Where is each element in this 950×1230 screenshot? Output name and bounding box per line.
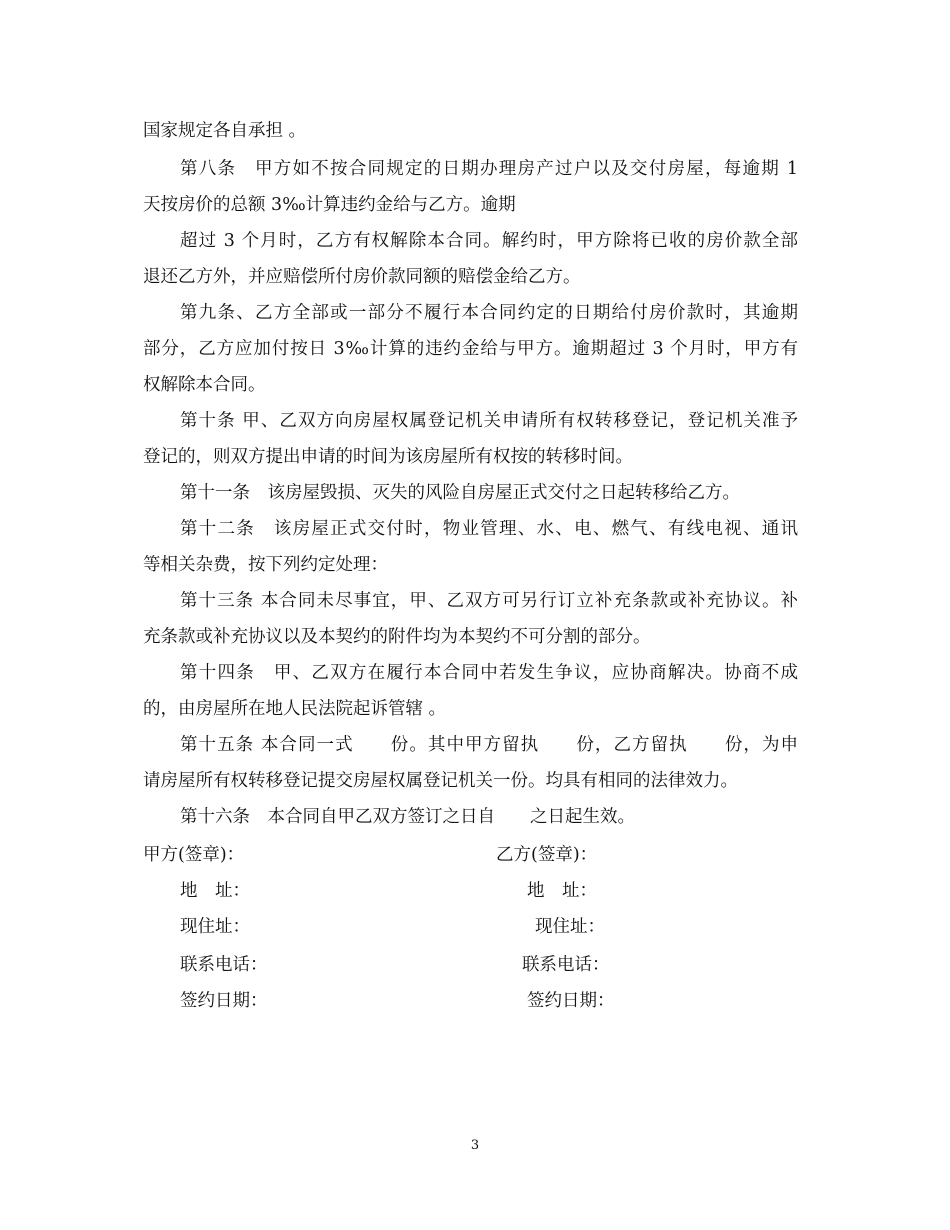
party-b-seal: 乙方(签章)： xyxy=(496,845,598,865)
party-a-phone: 联系电话： xyxy=(180,955,268,975)
paragraph-line: 国家规定各自承担 。 xyxy=(143,121,307,141)
article-15-line-1: 第十五条 本合同一式 份。其中甲方留执 份，乙方留执 份，为申 xyxy=(180,735,798,755)
party-a-current-address: 现住址： xyxy=(180,917,250,937)
party-b-address: 地 址： xyxy=(527,881,597,901)
party-a-address: 地 址： xyxy=(180,881,250,901)
article-12-line-1: 第十二条 该房屋正式交付时，物业管理、水、电、燃气、有线电视、通讯 xyxy=(180,519,798,539)
article-9-line-1: 第九条、乙方全部或一部分不履行本合同约定的日期给付房价款时，其逾期 xyxy=(180,303,798,323)
article-16-line-1: 第十六条 本合同自甲乙双方签订之日自 之日起生效。 xyxy=(180,807,635,827)
article-9-line-3: 权解除本合同。 xyxy=(143,375,266,395)
article-9-line-2: 部分，乙方应加付按日 3‰计算的违约金给与甲方。逾期超过 3 个月时，甲方有 xyxy=(143,339,798,359)
article-13-line-1: 第十三条 本合同未尽事宜，甲、乙双方可另行订立补充条款或补充协议。补 xyxy=(180,591,798,611)
article-8-cont-line-1: 超过 3 个月时，乙方有权解除本合同。解约时，甲方除将已收的房价款全部 xyxy=(180,231,798,251)
party-b-phone: 联系电话： xyxy=(522,955,610,975)
article-10-line-2: 登记的，则双方提出申请的时间为该房屋所有权按的转移时间。 xyxy=(143,447,633,467)
article-8-line-2: 天按房价的总额 3‰计算违约金给与乙方。逾期 xyxy=(143,195,516,215)
party-a-seal: 甲方(签章)： xyxy=(143,845,245,865)
article-13-line-2: 充条款或补充协议以及本契约的附件均为本契约不可分割的部分。 xyxy=(143,627,651,647)
article-12-line-2: 等相关杂费，按下列约定处理： xyxy=(143,555,388,575)
party-b-sign-date: 签约日期： xyxy=(527,991,615,1011)
article-8-line-1: 第八条 甲方如不按合同规定的日期办理房产过户以及交付房屋，每逾期 1 xyxy=(180,159,798,179)
page-number: 3 xyxy=(470,1138,480,1153)
article-14-line-2: 的，由房屋所在地人民法院起诉管辖 。 xyxy=(143,699,447,719)
article-15-line-2: 请房屋所有权转移登记提交房屋权属登记机关一份。均具有相同的法律效力。 xyxy=(143,771,738,791)
party-b-current-address: 现住址： xyxy=(535,917,605,937)
party-a-sign-date: 签约日期： xyxy=(180,991,268,1011)
article-14-line-1: 第十四条 甲、乙双方在履行本合同中若发生争议，应协商解决。协商不成 xyxy=(180,663,798,683)
article-8-cont-line-2: 退还乙方外，并应赔偿所付房价款同额的赔偿金给乙方。 xyxy=(143,267,581,287)
article-11-line-1: 第十一条 该房屋毁损、灭失的风险自房屋正式交付之日起转移给乙方。 xyxy=(180,483,740,503)
article-10-line-1: 第十条 甲、乙双方向房屋权属登记机关申请所有权转移登记，登记机关准予 xyxy=(180,411,798,431)
